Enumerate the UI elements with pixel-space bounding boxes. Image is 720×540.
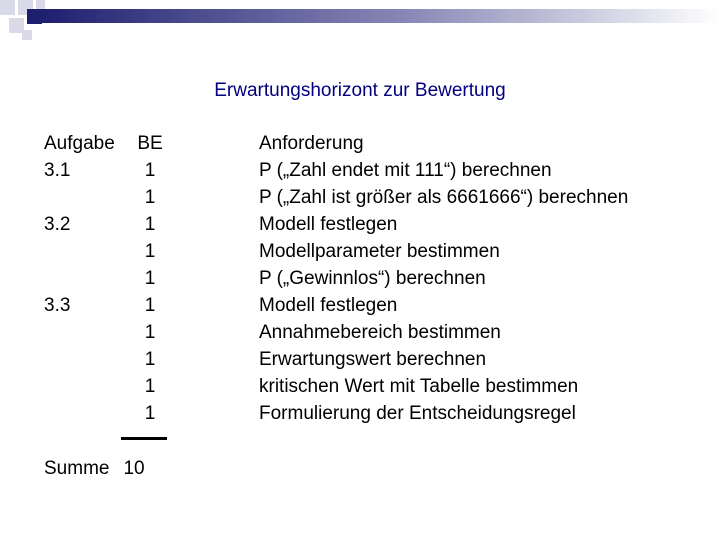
anforderung-cell: Formulierung der Entscheidungsregel (259, 403, 576, 424)
be-cell: 1 (144, 349, 156, 370)
decoration-bar (40, 9, 720, 23)
aufgabe-cell (44, 373, 115, 400)
aufgabe-cell: 3.1 (44, 160, 71, 181)
sum-divider (121, 437, 167, 440)
be-cell: 1 (144, 295, 156, 316)
anforderung-header: Anforderung (259, 133, 364, 154)
be-cell: 1 (144, 187, 156, 208)
decoration-square (27, 9, 42, 24)
decoration-square (0, 0, 15, 15)
aufgabe-column (44, 130, 115, 427)
aufgabe-cell (44, 238, 115, 265)
aufgabe-cell: 3.2 (44, 214, 71, 235)
anforderung-cell: P („Zahl ist größer als 6661666“) berechnen (259, 187, 629, 208)
decoration-square (36, 0, 45, 9)
be-cell: 1 (144, 376, 156, 397)
be-column (135, 130, 165, 427)
anforderung-column (259, 130, 628, 427)
be-cell: 1 (144, 322, 156, 343)
be-header: BE (137, 133, 163, 154)
anforderung-cell: Modell festlegen (259, 214, 398, 235)
aufgabe-cell (44, 346, 115, 373)
aufgabe-cell (44, 319, 115, 346)
slide-title: Erwartungshorizont zur Bewertung (214, 80, 506, 101)
be-cell: 1 (144, 403, 156, 424)
aufgabe-cell (44, 184, 115, 211)
anforderung-cell: P („Zahl endet mit 111“) berechnen (259, 160, 552, 181)
summe-row (44, 458, 145, 480)
aufgabe-cell (44, 400, 115, 427)
aufgabe-cell (44, 265, 115, 292)
be-cell: 1 (144, 160, 156, 181)
anforderung-cell: Modellparameter bestimmen (259, 241, 500, 262)
summe-value: 10 (123, 458, 145, 479)
anforderung-cell: Annahmebereich bestimmen (259, 322, 501, 343)
anforderung-cell: kritischen Wert mit Tabelle bestimmen (259, 376, 579, 397)
decoration-square (22, 30, 32, 40)
anforderung-cell: P („Gewinnlos“) berechnen (259, 268, 486, 289)
aufgabe-cell: 3.3 (44, 295, 71, 316)
be-cell: 1 (144, 214, 156, 235)
be-cell: 1 (144, 241, 156, 262)
decoration-square (9, 18, 24, 33)
anforderung-cell: Erwartungswert berechnen (259, 349, 487, 370)
anforderung-cell: Modell festlegen (259, 295, 398, 316)
aufgabe-header: Aufgabe (44, 133, 115, 154)
be-cell: 1 (144, 268, 156, 289)
slide-decoration (0, 0, 720, 50)
summe-label: Summe (44, 458, 110, 479)
